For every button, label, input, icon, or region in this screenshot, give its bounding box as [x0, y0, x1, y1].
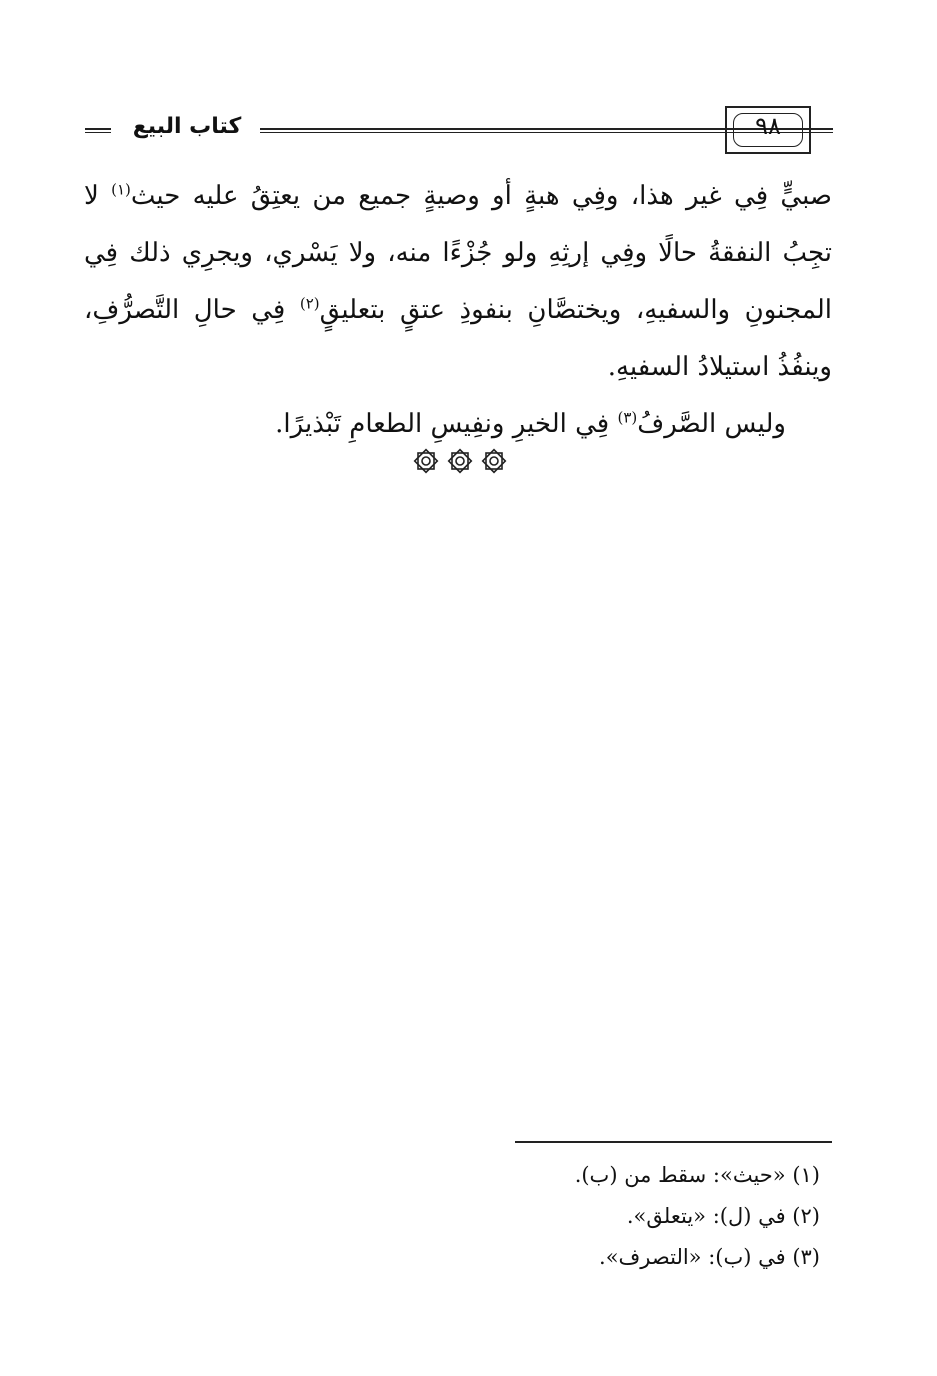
header-rule-right: [810, 128, 833, 133]
text-span: لا تجِبُ النفقةُ حالًا وفِي إرثِهِ ولو جُزْءًا منه، ولا يَسْري، ويجرِي ذلك فِي المجنونِ والسفيهِ، ويختصَّانِ بنفوذِ عتقٍ بتعليقٍ: [84, 181, 832, 325]
paragraph-2: [84, 396, 832, 453]
footnote-2: (٢) في (ل): «يتعلق».: [626, 1204, 820, 1228]
footnote-1: (١) «حيث»: سقط من (ب).: [574, 1163, 820, 1187]
page-header: [85, 104, 833, 156]
page-number-box: [725, 106, 811, 154]
eight-point-star-icon: [479, 446, 509, 476]
footnote-separator: [515, 1141, 832, 1143]
text-span: فِي حالِ التَّصرُّفِ، وينفُذُ استيلادُ السفيهِ.: [84, 295, 832, 382]
footnote-3: (٣) في (ب): «التصرف».: [599, 1245, 820, 1269]
chapter-title: كتاب البيع: [132, 114, 242, 139]
eight-point-star-icon: [445, 446, 475, 476]
main-text: [84, 168, 832, 453]
footnotes: [400, 1155, 820, 1278]
page-number: ٩٨: [755, 112, 781, 140]
footnote-ref-2: (٢): [299, 294, 320, 313]
text-span: وليس الصَّرفُ: [637, 409, 786, 439]
footnote-ref-3: (٣): [617, 408, 638, 427]
eight-point-star-icon: [411, 446, 441, 476]
header-rule-left: [85, 128, 111, 133]
section-divider: [400, 446, 520, 486]
footnote-ref-1: (١): [111, 180, 131, 199]
text-span: صبيٍّ فِي غير هذا، وفِي هبةٍ أو وصيةٍ جميع من يعتِقُ عليه حيث: [130, 181, 832, 211]
paragraph-1: [84, 168, 832, 396]
text-span: فِي الخيرِ ونفِيسِ الطعامِ تَبْذيرًا.: [275, 409, 618, 439]
